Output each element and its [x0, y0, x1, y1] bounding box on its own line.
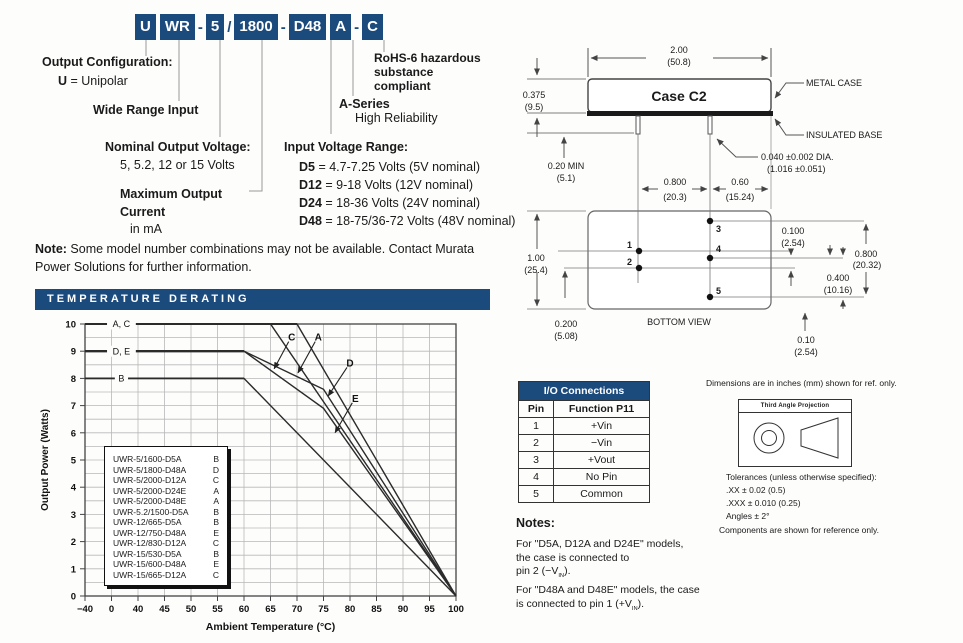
dim-p2-edge-in: 0.200 [554, 319, 578, 329]
max-output-label-1: Maximum Output [120, 187, 223, 201]
insulated-base-label: INSULATED BASE [806, 130, 883, 140]
dim-p45-mm: (10.16) [823, 285, 853, 295]
dim-p5-edge-mm: (2.54) [794, 347, 818, 357]
a-series-value: High Reliability [355, 111, 438, 125]
model-code-segment: - [354, 18, 360, 36]
components-note: Components are shown for reference only. [719, 525, 880, 535]
pin-3-label: 3 [716, 224, 722, 234]
model-code-segment: 5 [206, 14, 224, 40]
y-tick-label: 8 [70, 373, 76, 385]
dim-depth-in: 1.00 [527, 253, 545, 263]
bottom-view-label: BOTTOM VIEW [647, 317, 711, 327]
dim-gap-mm: (2.54) [781, 238, 805, 248]
x-tick-label: 65 [265, 604, 276, 615]
notes-title: Notes: [516, 516, 555, 530]
legend-row: UWR-12/830-D12A C [113, 538, 219, 548]
x-tick-label: 55 [212, 604, 223, 615]
wide-range-input-label: Wide Range Input [93, 103, 199, 117]
dim-pin-dia-2: (1.016 ±0.051) [767, 164, 826, 174]
model-code-segment: 1800 [234, 14, 277, 40]
metal-case-label: METAL CASE [806, 78, 863, 88]
model-code-segment: WR [160, 14, 195, 40]
curve-callout-label: A [314, 332, 322, 344]
a-series-label: A-Series [339, 97, 390, 111]
dimensions-note: Dimensions are in inches (mm) shown for ref. only. [706, 378, 897, 388]
pin-1-dot [636, 248, 642, 254]
pin-1-label: 1 [626, 240, 632, 250]
rohs-compliance-label: RoHS-6 hazardous substance compliant [374, 51, 481, 93]
legend-row: UWR-5/1600-D5A B [113, 454, 219, 464]
curve-callout-label: E [351, 393, 359, 405]
y-axis-title: Output Power (Watts) [40, 409, 51, 511]
output-configuration-value: U = Unipolar [58, 74, 128, 88]
pin-3-dot [707, 218, 713, 224]
insulated-base-bar [587, 111, 773, 116]
dim-p5-edge-in: 0.10 [797, 335, 815, 345]
derating-section-title: TEMPERATURE DERATING [35, 289, 490, 310]
nominal-output-voltage-label: Nominal Output Voltage: [105, 140, 251, 154]
model-code-segment: A [330, 14, 351, 40]
y-tick-label: 9 [70, 346, 76, 358]
x-tick-label: 95 [424, 604, 435, 615]
x-tick-label: 75 [318, 604, 329, 615]
io-col-pin: Pin [519, 401, 554, 418]
io-table-row: 5 Common [519, 486, 650, 503]
legend-row: UWR-15/530-D5A B [113, 548, 219, 559]
dim-gap-in: 0.100 [781, 226, 805, 236]
x-tick-label: 50 [185, 604, 197, 615]
input-voltage-range-list [299, 158, 515, 230]
legend-row: UWR-5/2000-D12A C [113, 475, 219, 485]
x-tick-label: 85 [371, 604, 382, 615]
model-code [133, 14, 385, 40]
y-tick-label: 5 [70, 455, 76, 467]
dim-depth-mm: (25.4) [524, 265, 548, 275]
y-tick-label: 10 [65, 319, 76, 331]
curve-flat-label: B [118, 373, 125, 384]
pin-2-dot [636, 265, 642, 271]
io-table-row: 4 No Pin [519, 469, 650, 486]
dim-pin-dia-1: 0.040 ±0.002 DIA. [761, 152, 834, 162]
legend-row: UWR-5/2000-D48E A [113, 496, 219, 506]
io-table-title: I/O Connections [519, 382, 650, 401]
x-tick-label: 70 [291, 604, 303, 615]
notes-paragraph-1: For "D5A, D12A and D24E" models, the case is connected to pin 2 $(-V_{IN})$. [516, 538, 684, 580]
y-tick-label: 2 [70, 537, 76, 549]
model-code-segment: U [135, 14, 156, 40]
projection-symbol [739, 413, 849, 463]
input-voltage-range-item: D24 = 18-36 Volts (24V nominal) [299, 196, 481, 210]
pin-4-label: 4 [716, 244, 722, 254]
io-table-row: 2 −Vin [519, 435, 650, 452]
dim-width-in: 2.00 [670, 45, 688, 55]
dim-pitch-in: 0.800 [663, 177, 687, 187]
x-tick-label: 60 [238, 604, 250, 615]
notes-paragraph-2: For "D48A and D48E" models, the case is connected to pin 1 $(+V_{IN})$. [516, 584, 700, 612]
y-tick-label: 0 [70, 591, 76, 603]
legend-row: UWR-5.2/1500-D5A B [113, 506, 219, 517]
io-table-row: 3 +Vout [519, 452, 650, 469]
io-connections-table [518, 381, 650, 503]
x-tick-label: 45 [159, 604, 170, 615]
case-label: Case C2 [651, 88, 707, 104]
dim-span-in: 0.800 [854, 249, 878, 259]
curve-callout-label: D [346, 358, 354, 370]
dim-span-mm: (20.32) [852, 260, 882, 270]
tolerances-block [726, 471, 877, 523]
dim-height-in: 0.375 [522, 90, 546, 100]
legend-row: UWR-12/665-D5A B [113, 517, 219, 527]
x-tick-label: 100 [448, 604, 464, 615]
nominal-output-voltage-value: 5, 5.2, 12 or 15 Volts [120, 158, 235, 172]
dim-lead-in: 0.20 MIN [547, 161, 585, 171]
model-code-segment: - [280, 18, 286, 36]
bottom-view-outline [588, 211, 771, 309]
input-voltage-range-label: Input Voltage Range: [284, 140, 409, 154]
derating-legend [104, 446, 228, 586]
curve-callout-label: C [288, 332, 296, 344]
io-table-row: 1 +Vin [519, 418, 650, 435]
mechanical-drawing [495, 25, 963, 360]
tolerance-line: Angles ± 2° [726, 511, 770, 521]
tolerance-line: .XXX ± 0.010 (0.25) [726, 498, 801, 508]
x-tick-label: 0 [108, 604, 115, 615]
pin-5-label: 5 [716, 286, 722, 296]
dim-p2-edge-mm: (5.08) [554, 331, 578, 341]
model-code-segment: C [362, 14, 383, 40]
tolerance-line: Tolerances (unless otherwise specified): [726, 472, 877, 482]
tolerance-line: .XX ± 0.02 (0.5) [726, 485, 786, 495]
legend-row: UWR-15/665-D12A C [113, 569, 219, 580]
curve-flat-label: A, C [112, 319, 131, 330]
legend-row: UWR-12/750-D48A E [113, 527, 219, 538]
pin-5-dot [707, 294, 713, 300]
dim-lead-mm: (5.1) [556, 173, 576, 183]
dim-pitch-mm: (20.3) [663, 192, 687, 202]
x-tick-label: −40 [76, 604, 94, 615]
model-code-segment: D48 [289, 14, 327, 40]
pin-2-label: 2 [626, 257, 632, 267]
input-voltage-range-item: D5 = 4.7-7.25 Volts (5V nominal) [299, 160, 481, 174]
y-tick-label: 7 [70, 401, 76, 413]
io-col-function: Function P11 [554, 401, 650, 418]
input-voltage-range-item: D48 = 18-75/36-72 Volts (48V nominal) [299, 214, 516, 228]
curve-flat-label: D, E [112, 346, 131, 357]
model-code-segment: / [227, 18, 232, 36]
legend-row: UWR-15/600-D48A E [113, 559, 219, 569]
y-tick-label: 6 [70, 428, 76, 440]
max-output-value: in mA [130, 222, 162, 236]
y-tick-label: 4 [70, 482, 76, 494]
dim-height-mm: (9.5) [524, 102, 544, 112]
third-angle-projection [738, 399, 852, 467]
dim-p45-in: 0.400 [826, 273, 850, 283]
pin-lead [708, 116, 712, 134]
legend-row: UWR-5/2000-D24E A [113, 485, 219, 496]
model-code-segment: - [197, 18, 203, 36]
dim-edge-in: 0.60 [731, 177, 749, 187]
dim-edge-mm: (15.24) [725, 192, 755, 202]
projection-title: Third Angle Projection [739, 400, 851, 413]
pin-4-dot [707, 255, 713, 261]
x-tick-label: 90 [397, 604, 409, 615]
y-tick-label: 3 [70, 509, 76, 521]
availability-note: Note: Some model number combinations may not be available. Contact Murata Power Solutions for further information. [35, 242, 475, 274]
output-configuration-label: Output Configuration: [42, 55, 173, 69]
input-voltage-range-item: D12 = 9-18 Volts (12V nominal) [299, 178, 474, 192]
x-tick-label: 80 [344, 604, 356, 615]
y-tick-label: 1 [70, 564, 76, 576]
x-tick-label: 40 [132, 604, 144, 615]
legend-row: UWR-5/1800-D48A D [113, 464, 219, 475]
dim-width-mm: (50.8) [667, 57, 691, 67]
pin-lead [636, 116, 640, 134]
x-axis-title: Ambient Temperature (°C) [205, 621, 336, 633]
max-output-label-2: Current [120, 205, 166, 219]
